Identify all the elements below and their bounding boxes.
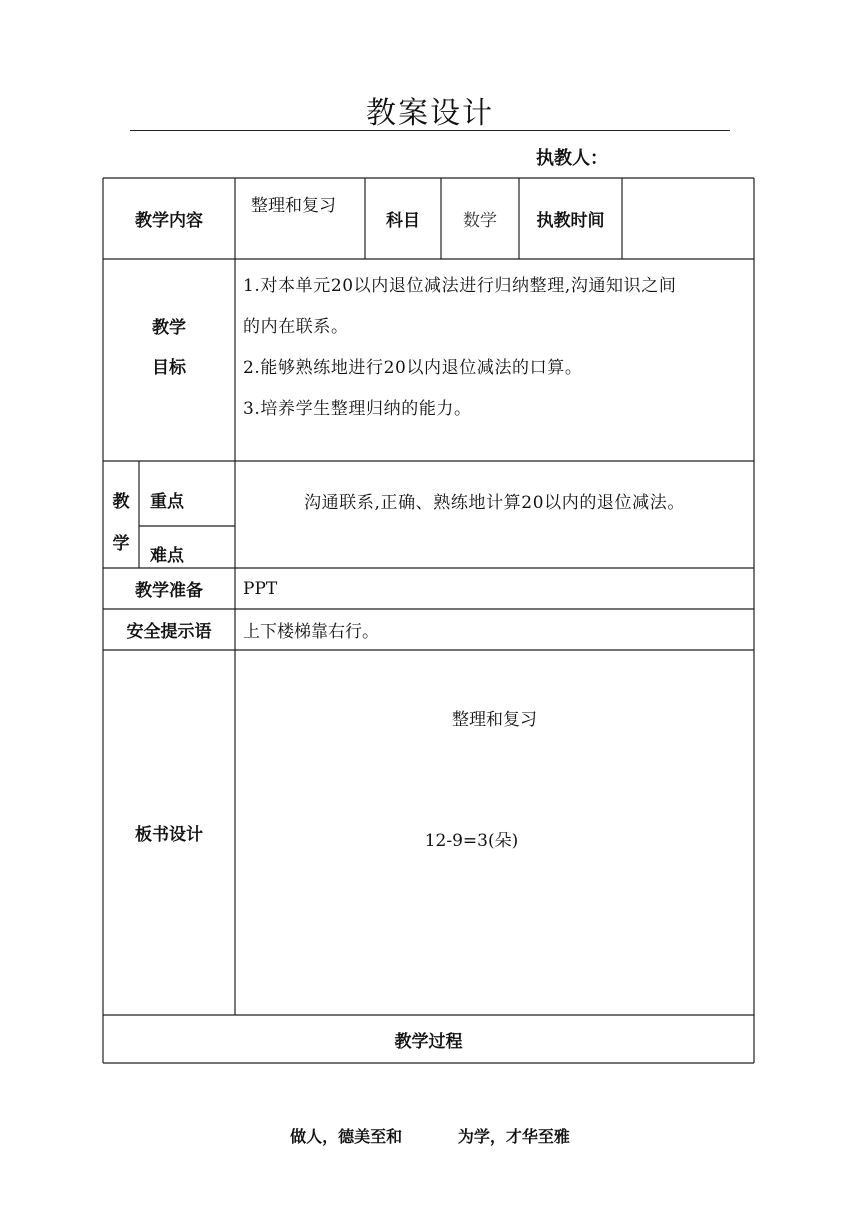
safety-label: 安全提示语 [126, 622, 212, 642]
kp-group-char1: 教 [112, 491, 130, 512]
goal-line: 2.能够熟练地进行20以内退位减法的口算。 [243, 358, 583, 378]
goal-line: 的内在联系。 [243, 317, 349, 337]
footer-left: 做人，德美至和 [290, 1127, 403, 1146]
goals-label-line1: 教学 [152, 317, 186, 338]
safety-value: 上下楼梯靠右行。 [243, 622, 379, 642]
footer-right: 为学，才华至雅 [457, 1127, 570, 1146]
preparation-value: PPT [243, 578, 278, 599]
kp-group-char2: 学 [112, 533, 130, 554]
subject-label: 科目 [386, 211, 420, 231]
content-label: 教学内容 [135, 211, 203, 231]
preparation-label: 教学准备 [135, 581, 203, 601]
goals-content [243, 266, 749, 430]
difficulty-label: 难点 [150, 545, 184, 566]
subject-value: 数学 [463, 211, 497, 231]
key-points-content: 沟通联系,正确、熟练地计算20以内的退位减法。 [304, 492, 685, 513]
key-point-label: 重点 [150, 491, 184, 512]
time-label: 执教时间 [536, 211, 605, 231]
content-value: 整理和复习 [251, 195, 336, 216]
page-title: 教案设计 [366, 96, 494, 131]
goal-line: 1.对本单元20以内退位减法进行归纳整理,沟通知识之间 [243, 276, 677, 296]
board-heading: 整理和复习 [452, 709, 537, 730]
teacher-label: 执教人： [536, 148, 608, 169]
process-label: 教学过程 [394, 1031, 463, 1052]
goal-line: 3.培养学生整理归纳的能力。 [243, 399, 472, 419]
board-label: 板书设计 [135, 825, 203, 845]
board-equation: 12-9=3(朵) [424, 830, 519, 851]
time-value [622, 178, 754, 259]
footer-motto [0, 1124, 860, 1147]
goals-label-line2: 目标 [152, 357, 186, 378]
